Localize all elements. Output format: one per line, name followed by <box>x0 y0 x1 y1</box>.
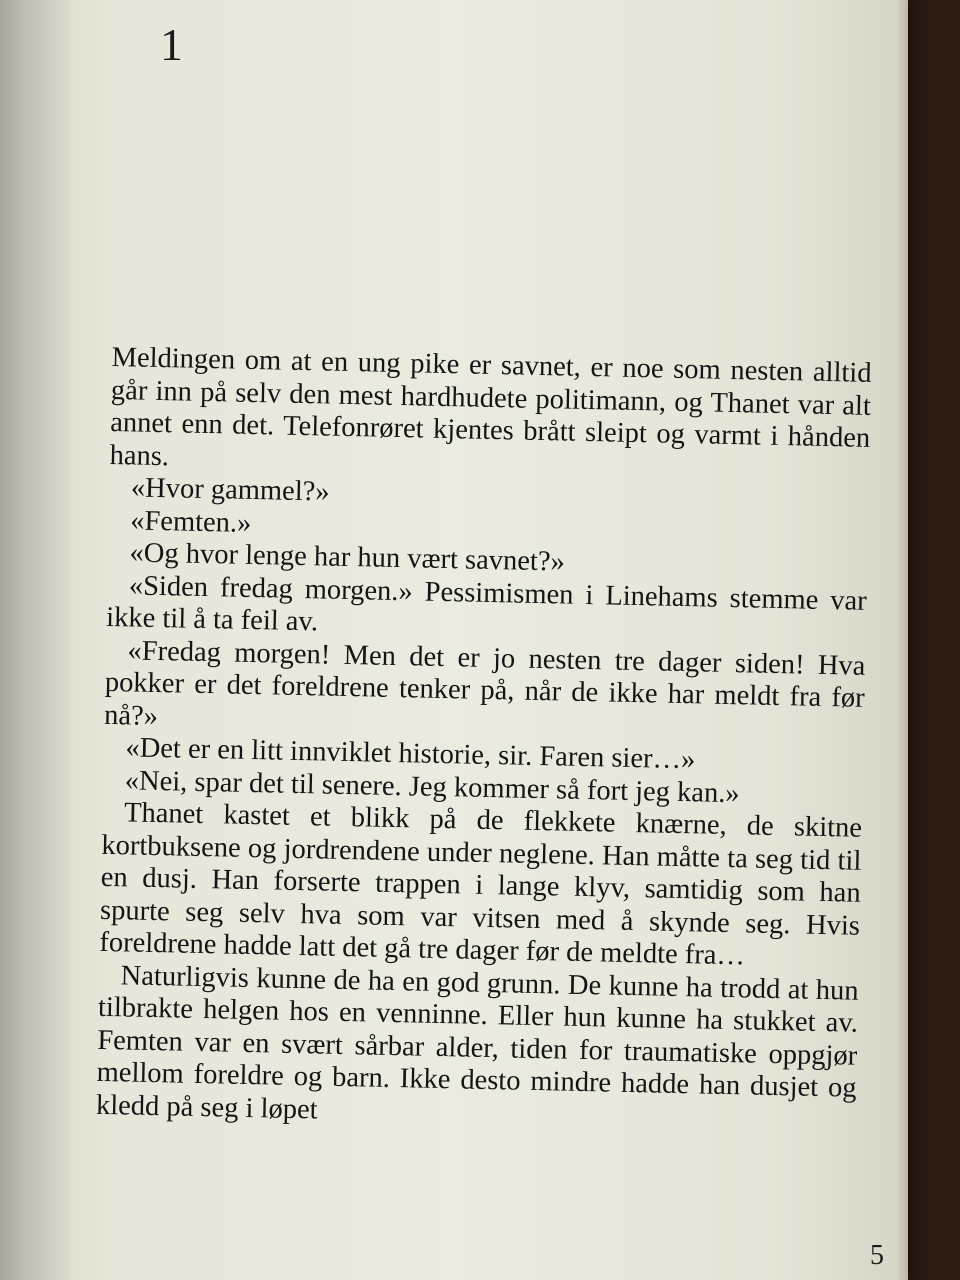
paragraph: «Siden fredag morgen.» Pessimismen i Linehams stemme var ikke til å ta feil av. <box>105 569 868 638</box>
paragraph: «Og hvor lenge har hun vært savnet?» <box>129 537 566 578</box>
paragraph: «Hvor gammel?» <box>130 472 330 508</box>
paragraph: Meldingen om at en ung pike er savnet, er noe som nesten alltid går inn på selv den mest hardhudete politimann, og Thanet var alt annet enn det. Telefonrøret kjentes brått sleipt og varmt i hånden hans. <box>109 342 872 472</box>
paragraph: «Fredag morgen! Men det er jo nesten tre dager siden! Hva pokker er det foreldrene tenker på, når de ikke har meldt fra før nå?» <box>103 634 866 732</box>
page-edge <box>898 0 908 1280</box>
page-number: 5 <box>870 1240 884 1271</box>
paragraph: Thanet kastet et blikk på de flekkete knærne, de skitne kortbuksene og jordrendene under neglene. Han måtte ta seg tid til en dusj. Han forserte trappen i lange klyv, samtidig som han spurte seg selv hva som var vitsen med å skynde seg. Hvis foreldrene hadde latt det gå tre dager før de meldte fra… <box>99 797 863 972</box>
paragraph: «Femten.» <box>129 504 252 539</box>
chapter-number: 1 <box>160 19 183 70</box>
paragraph: «Nei, spar det til senere. Jeg kommer så fort jeg kan.» <box>124 764 740 809</box>
paragraph: «Det er en litt innviklet historie, sir. Faren sier…» <box>125 732 696 776</box>
page-spine-shadow <box>0 0 70 1280</box>
paragraph: Naturligvis kunne de ha en god grunn. De kunne ha trodd at hun tilbrakte helgen hos en venninne. Eller hun kunne ha stukket av. Femten var en svært sårbar alder, tiden for traumatiske oppgjør mellom foreldre og barn. Ikke desto mindre hadde han dusjet og kledd på seg i løpet <box>95 959 859 1125</box>
body-text <box>96 342 872 1138</box>
